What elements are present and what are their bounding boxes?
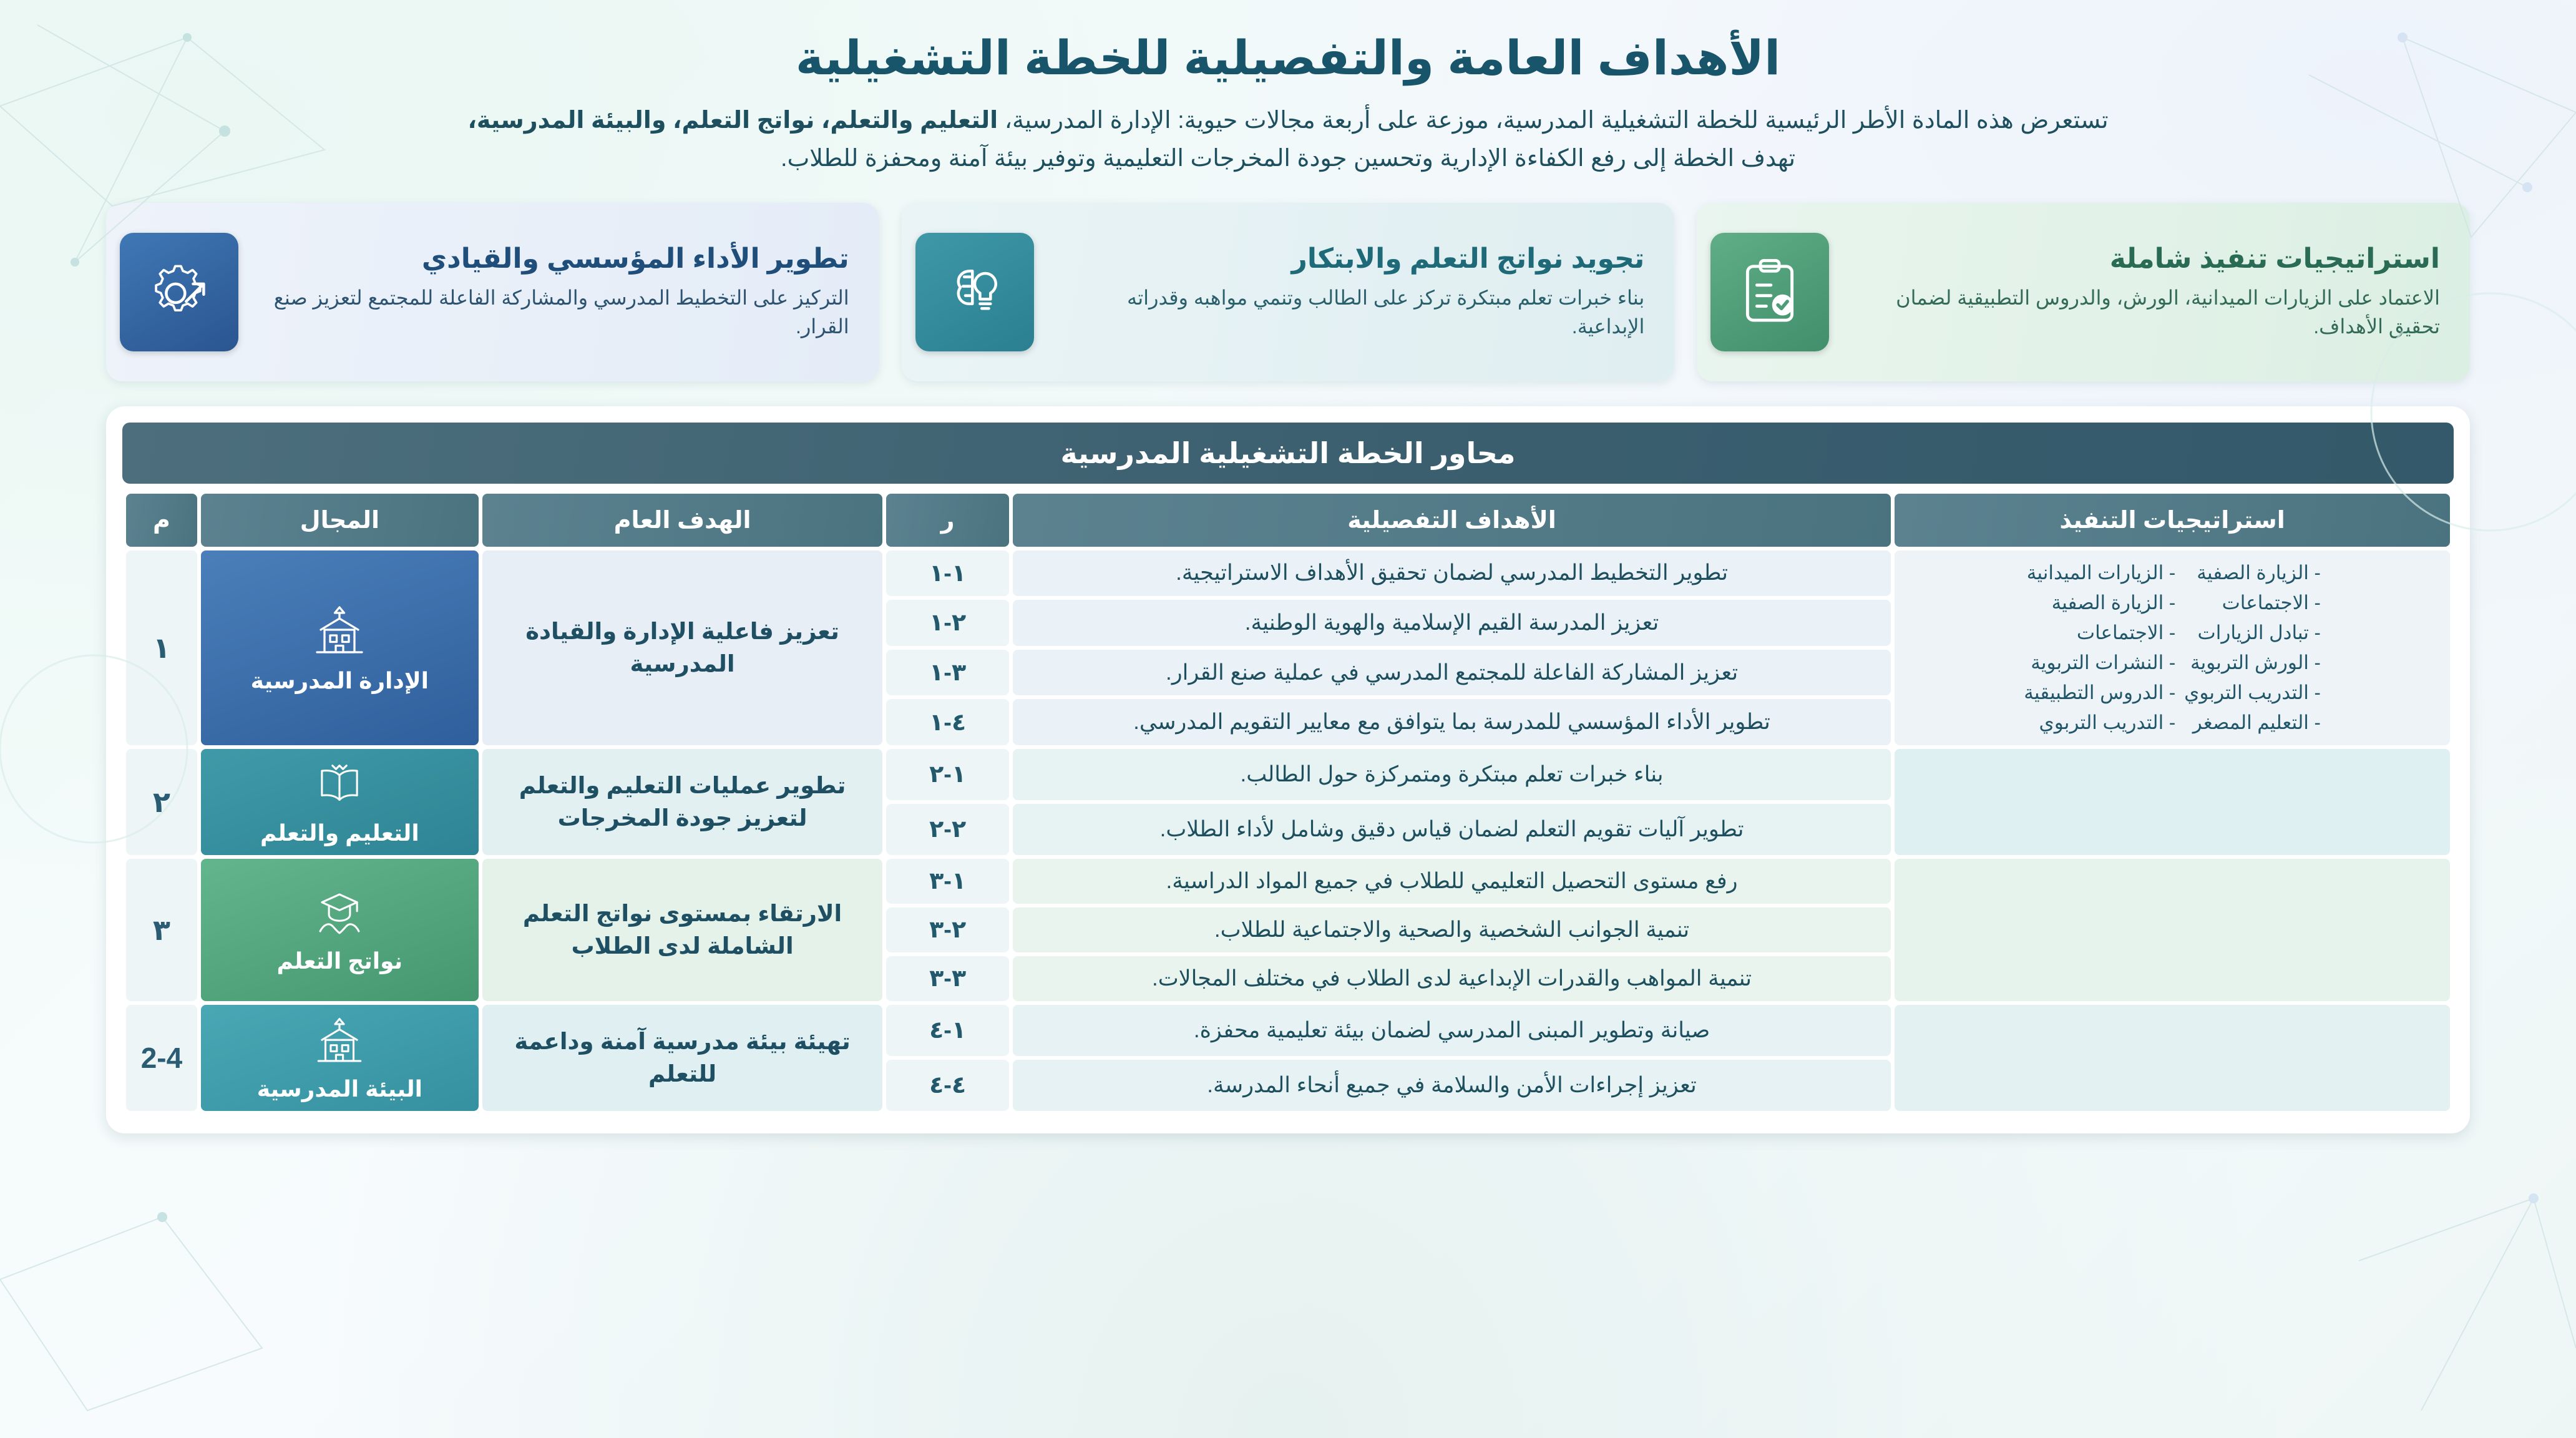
strategy-item: - الزيارة الصفية (2051, 591, 2176, 614)
strategy-item: - التدريب التربوي (2039, 711, 2176, 733)
col-header-major: المجال (201, 494, 479, 547)
pillar-desc: التركيز على التخطيط المدرسي والمشاركة الفاعلة للمجتمع لتعزيز صنع القرار. (273, 286, 849, 338)
school-building-icon (206, 602, 474, 662)
intro-line-2: تهدف الخطة إلى رفع الكفاءة الإدارية وتحسين جودة المخرجات التعليمية وتوفير بيئة آمنة ومحفزة للطلاب. (780, 145, 1796, 172)
domain-label: نواتج التعلم (276, 947, 403, 974)
domain-cell (201, 1005, 479, 1111)
graduation-hands-icon (206, 886, 474, 942)
detail-objective: تعزيز إجراءات الأمن والسلامة في جميع أنحاء المدرسة. (1013, 1060, 1891, 1111)
detail-objective: تعزيز المدرسة القيم الإسلامية والهوية الوطنية. (1013, 600, 1891, 646)
pillar-card-institutional[interactable] (106, 203, 879, 381)
gear-arrow-icon (120, 233, 238, 351)
domain-cell (201, 749, 479, 855)
strategies-cell (1895, 1005, 2450, 1111)
col-header-general: الهدف العام (482, 494, 883, 547)
table-row (126, 749, 2450, 800)
detail-code: ١-٤ (886, 1005, 1009, 1056)
open-book-icon (206, 758, 474, 814)
strategies-col-1 (2024, 558, 2175, 738)
row-number: ١ (126, 550, 197, 745)
table-row (126, 1005, 2450, 1056)
pillar-title: استراتيجيات تنفيذ شاملة (2109, 243, 2440, 274)
intro-bold-1: التعليم والتعلم، نواتج التعلم، والبيئة المدرسية، (467, 107, 998, 134)
detail-objective: بناء خبرات تعلم مبتكرة ومتمركزة حول الطالب. (1013, 749, 1891, 800)
general-objective: تعزيز فاعلية الإدارة والقيادة المدرسية (482, 550, 883, 745)
col-header-details: الأهداف التفصيلية (1013, 494, 1891, 547)
plan-table (122, 490, 2454, 1115)
page-title: الأهداف العامة والتفصيلية للخطة التشغيلية (795, 32, 1781, 85)
pillar-cards (0, 203, 2576, 381)
strategies-cell (1895, 749, 2450, 855)
intro-line-1a: تستعرض هذه المادة الأطر الرئيسية للخطة التشغيلية المدرسية، موزعة على أربعة مجالات حيوية: الإدارة المدرسية، (998, 107, 2109, 134)
detail-code: ٤-٤ (886, 1060, 1009, 1111)
col-header-strategies: استراتيجيات التنفيذ (1895, 494, 2450, 547)
detail-code: ٢-١ (886, 600, 1009, 646)
brain-bulb-icon (915, 233, 1034, 351)
col-header-num: م (126, 494, 197, 547)
domain-cell (201, 550, 479, 745)
domain-label: الإدارة المدرسية (250, 667, 429, 693)
strategy-item: - الزيارة الصفية (2197, 561, 2321, 584)
strategy-item: - الاجتماعات (2222, 591, 2321, 614)
detail-objective: تنمية الجوانب الشخصية والصحية والاجتماعية للطلاب. (1013, 907, 1891, 952)
detail-code: ١-١ (886, 550, 1009, 597)
col-header-r: ر (886, 494, 1009, 547)
strategy-item: - تبادل الزيارات (2197, 621, 2321, 643)
detail-code: ٣-٣ (886, 956, 1009, 1001)
row-number: ٣ (126, 859, 197, 1001)
detail-objective: تعزيز المشاركة الفاعلة للمجتمع المدرسي في عملية صنع القرار. (1013, 650, 1891, 696)
plan-table-panel (106, 406, 2470, 1133)
table-header-row (126, 494, 2450, 547)
school-building-icon (206, 1014, 474, 1070)
detail-objective: تطوير الأداء المؤسسي للمدرسة بما يتوافق مع معايير التقويم المدرسي. (1013, 699, 1891, 745)
pillar-card-strategies[interactable] (1697, 203, 2470, 381)
row-number: ٢ (126, 749, 197, 855)
pillar-card-learning[interactable] (902, 203, 1675, 381)
domain-label: البيئة المدرسية (256, 1075, 422, 1102)
intro-paragraph (227, 102, 2349, 178)
general-objective: تهيئة بيئة مدرسية آمنة وداعمة للتعلم (482, 1005, 883, 1111)
detail-code: ١-٣ (886, 859, 1009, 904)
strategy-item: - النشرات التربوية (2031, 651, 2176, 673)
detail-objective: تطوير التخطيط المدرسي لضمان تحقيق الأهداف الاستراتيجية. (1013, 550, 1891, 597)
general-objective: الارتقاء بمستوى نواتج التعلم الشاملة لدى الطلاب (482, 859, 883, 1001)
table-caption: محاور الخطة التشغيلية المدرسية (122, 423, 2454, 484)
pillar-title: تجويد نواتج التعلم والابتكار (1291, 243, 1645, 274)
strategy-item: - الاجتماعات (2076, 621, 2176, 643)
detail-code: ٢-٢ (886, 804, 1009, 855)
detail-code: ٤-١ (886, 699, 1009, 745)
table-row (126, 550, 2450, 597)
clipboard-check-icon (1710, 233, 1829, 351)
strategy-item: - الزيارات الميدانية (2026, 561, 2176, 584)
general-objective: تطوير عمليات التعليم والتعلم لتعزيز جودة المخرجات (482, 749, 883, 855)
detail-objective: رفع مستوى التحصيل التعليمي للطلاب في جميع المواد الدراسية. (1013, 859, 1891, 904)
strategies-cell (1895, 550, 2450, 745)
strategy-item: - التدريب التربوي (2184, 681, 2321, 703)
row-number: 2-4 (126, 1005, 197, 1111)
strategies-col-2 (2184, 558, 2321, 738)
strategy-item: - التعليم المصغر (2192, 711, 2321, 733)
strategy-item: - الدروس التطبيقية (2024, 681, 2176, 703)
pillar-title: تطوير الأداء المؤسسي والقيادي (421, 243, 849, 274)
detail-objective: تنمية المواهب والقدرات الإبداعية لدى الطلاب في مختلف المجالات. (1013, 956, 1891, 1001)
domain-label: التعليم والتعلم (260, 819, 419, 846)
pillar-desc: الاعتماد على الزيارات الميدانية، الورش، والدروس التطبيقية لضمان تحقيق الأهداف. (1896, 286, 2440, 338)
detail-objective: صيانة وتطوير المبنى المدرسي لضمان بيئة تعليمية محفزة. (1013, 1005, 1891, 1056)
detail-code: ٣-١ (886, 650, 1009, 696)
pillar-desc: بناء خبرات تعلم مبتكرة تركز على الطالب وتنمي مواهبه وقدراته الإبداعية. (1127, 286, 1645, 338)
domain-cell (201, 859, 479, 1001)
detail-code: ١-٢ (886, 749, 1009, 800)
strategies-cell (1895, 859, 2450, 1001)
table-row (126, 859, 2450, 904)
detail-code: ٢-٣ (886, 907, 1009, 952)
detail-objective: تطوير آليات تقويم التعلم لضمان قياس دقيق وشامل لأداء الطلاب. (1013, 804, 1891, 855)
strategy-item: - الورش التربوية (2190, 651, 2321, 673)
